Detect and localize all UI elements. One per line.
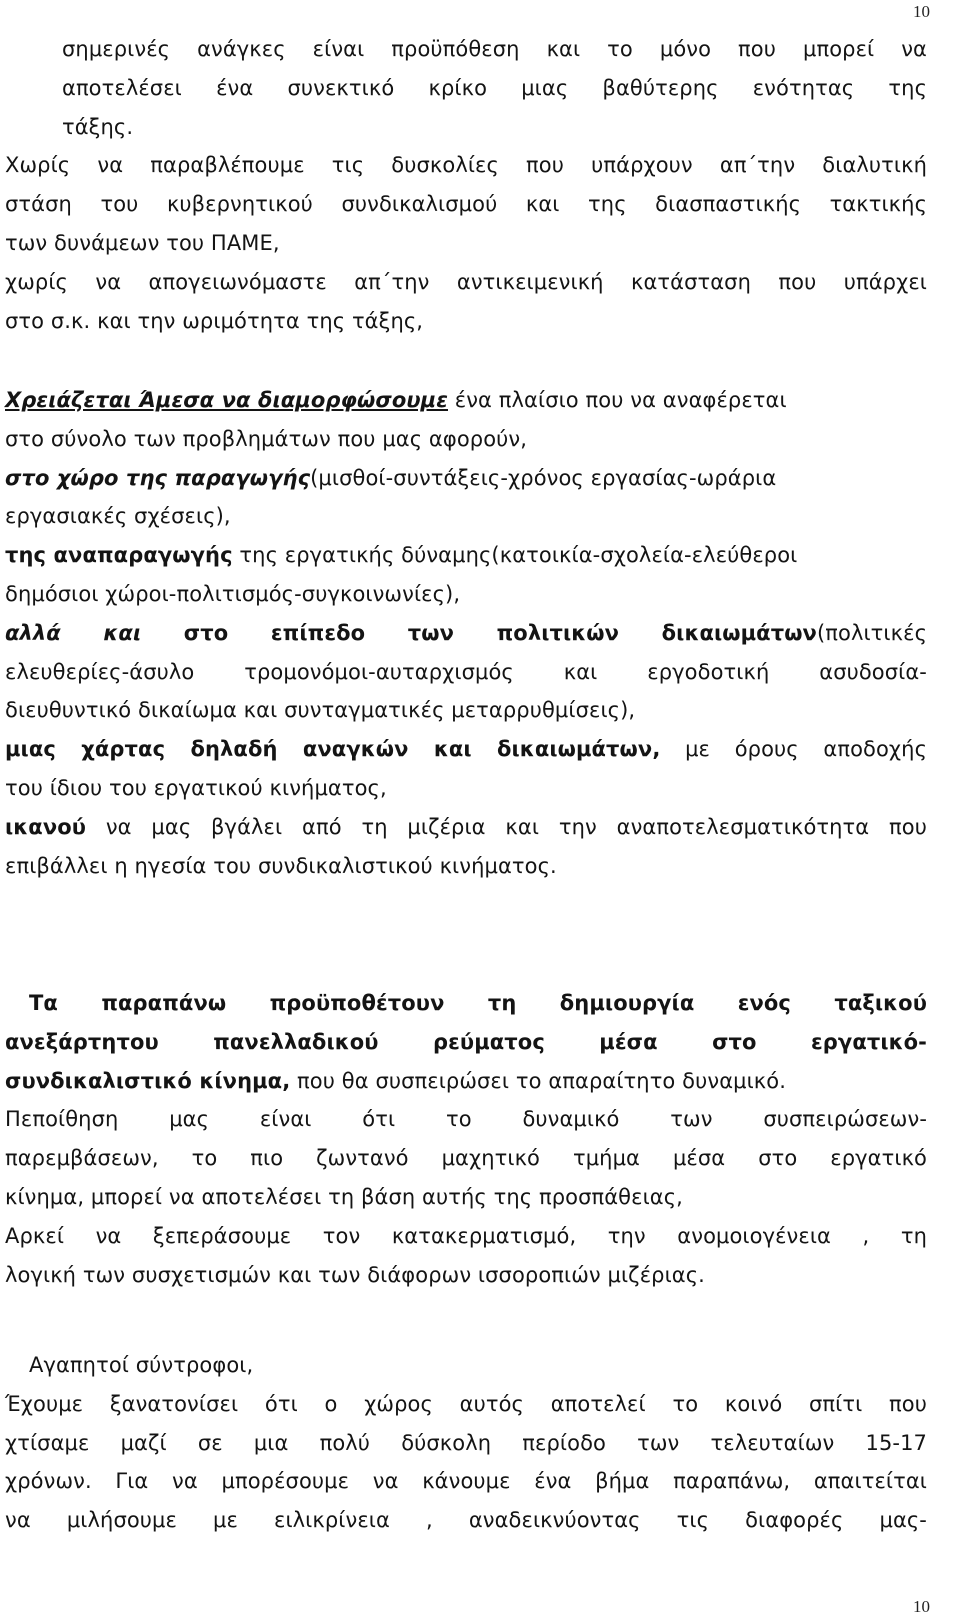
emphasis-text: μιας χάρτας δηλαδή αναγκών και δικαιωμάτων, [5,737,661,762]
text-line [5,381,927,420]
text-line: δημόσιοι χώροι-πολιτισμός-συγκοινωνίες), [5,581,461,606]
text-line: Τα παραπάνω προϋποθέτουν τη δημιουργία ενός ταξικού [29,991,927,1015]
intro-paragraph [5,30,927,340]
needs-paragraph [5,381,927,885]
emphasis-text: της αναπαραγωγής [5,543,233,568]
text-line [5,614,927,653]
text-line [5,808,927,847]
emphasis-text: συνδικαλιστικό κίνημα, [5,1068,291,1093]
emphasis-text: Χρειάζεται Άμεσα να διαμορφώσουμε [5,388,448,412]
text-line: εργασιακές σχέσεις), [5,504,231,529]
page-number-bottom: 10 [913,1597,930,1616]
text-line: Αγαπητοί σύντροφοι, [29,1353,254,1377]
comrades-paragraph [5,1346,927,1540]
plain-text: ένα πλαίσιο που να αναφέρεται [448,388,787,412]
text-line: του ίδιου του εργατικού κινήματος, [5,775,387,800]
text-line: Έχουμε ξανατονίσει ότι ο χώρος αυτός αποτελεί το κοινό σπίτι που [5,1391,927,1416]
text-line: επιβάλλει η ηγεσία του συνδικαλιστικού κινήματος. [5,853,557,878]
text-line: στο σ.κ. και την ωριμότητα της τάξης, [5,308,424,333]
text-line: αποτελέσει ένα συνεκτικό κρίκο μιας βαθύτερης ενότητας της [62,75,927,100]
text-line [5,536,927,575]
text-line: χρόνων. Για να μπορέσουμε να κάνουμε ένα βήμα παραπάνω, απαιτείται [5,1469,927,1494]
text-line: στάση του κυβερνητικού συνδικαλισμού και της διασπαστικής τακτικής [5,192,927,217]
emphasis-text: στο χώρο της παραγωγής [5,465,311,490]
text-line: στο σύνολο των προβλημάτων που μας αφορούν, [5,426,527,451]
text-line: Πεποίθηση μας είναι ότι το δυναμικό των συσπειρώσεων- [5,1107,927,1132]
text-line: χωρίς να απογειωνόμαστε απ΄την αντικειμενική κατάσταση που υπάρχει [5,269,927,294]
text-line: κίνημα, μπορεί να αποτελέσει τη βάση αυτής της προσπάθειας, [5,1184,683,1209]
text-line [5,730,927,769]
current-paragraph [5,984,927,1294]
text-line: ελευθερίες-άσυλο τρομονόμοι-αυταρχισμός και εργοδοτική ασυδοσία- [5,659,927,684]
plain-text: που θα συσπειρώσει το απαραίτητο δυναμικό. [290,1068,786,1093]
page-number-top: 10 [913,2,930,21]
text-line [5,1062,927,1101]
text-line: ανεξάρτητου πανελλαδικού ρεύματος μέσα στο εργατικό- [5,1029,927,1054]
emphasis-text: στο επίπεδο των πολιτικών δικαιωμάτων [141,620,817,645]
plain-text: (μισθοί-συντάξεις-χρόνος εργασίας-ωράρια [310,465,777,490]
text-line: Αρκεί να ξεπεράσουμε τον κατακερματισμό, την ανομοιογένεια , τη [5,1223,927,1248]
text-line [5,459,927,498]
text-line: παρεμβάσεων, το πιο ζωντανό μαχητικό τμήμα μέσα στο εργατικό [5,1146,927,1171]
plain-text: με όρους αποδοχής [660,737,928,762]
text-line: των δυνάμεων του ΠΑΜΕ, [5,230,280,255]
text-line: λογική των συσχετισμών και των διάφορων ισσοροπιών μιζέριας. [5,1262,705,1287]
text-line: τάξης. [62,114,134,139]
text-line: να μιλήσουμε με ειλικρίνεια , αναδεικνύοντας τις διαφορές μας- [5,1508,927,1533]
text-line: Χωρίς να παραβλέπουμε τις δυσκολίες που υπάρχουν απ΄την διαλυτική [5,153,927,178]
plain-text: να μας βγάλει από τη μιζέρια και την αναποτελεσματικότητα που [86,814,927,839]
emphasis-text: αλλά και [5,620,142,645]
plain-text: της εργατικής δύναμης(κατοικία-σχολεία-ελεύθεροι [232,543,798,568]
plain-text: (πολιτικές [816,620,927,645]
emphasis-text: ικανού [5,814,87,839]
text-line: χτίσαμε μαζί σε μια πολύ δύσκολη περίοδο των τελευταίων 15-17 [5,1430,927,1455]
text-line: διευθυντικό δικαίωμα και συνταγματικές μεταρρυθμίσεις), [5,698,636,723]
text-line: σημερινές ανάγκες είναι προϋπόθεση και το μόνο που μπορεί να [62,37,927,61]
